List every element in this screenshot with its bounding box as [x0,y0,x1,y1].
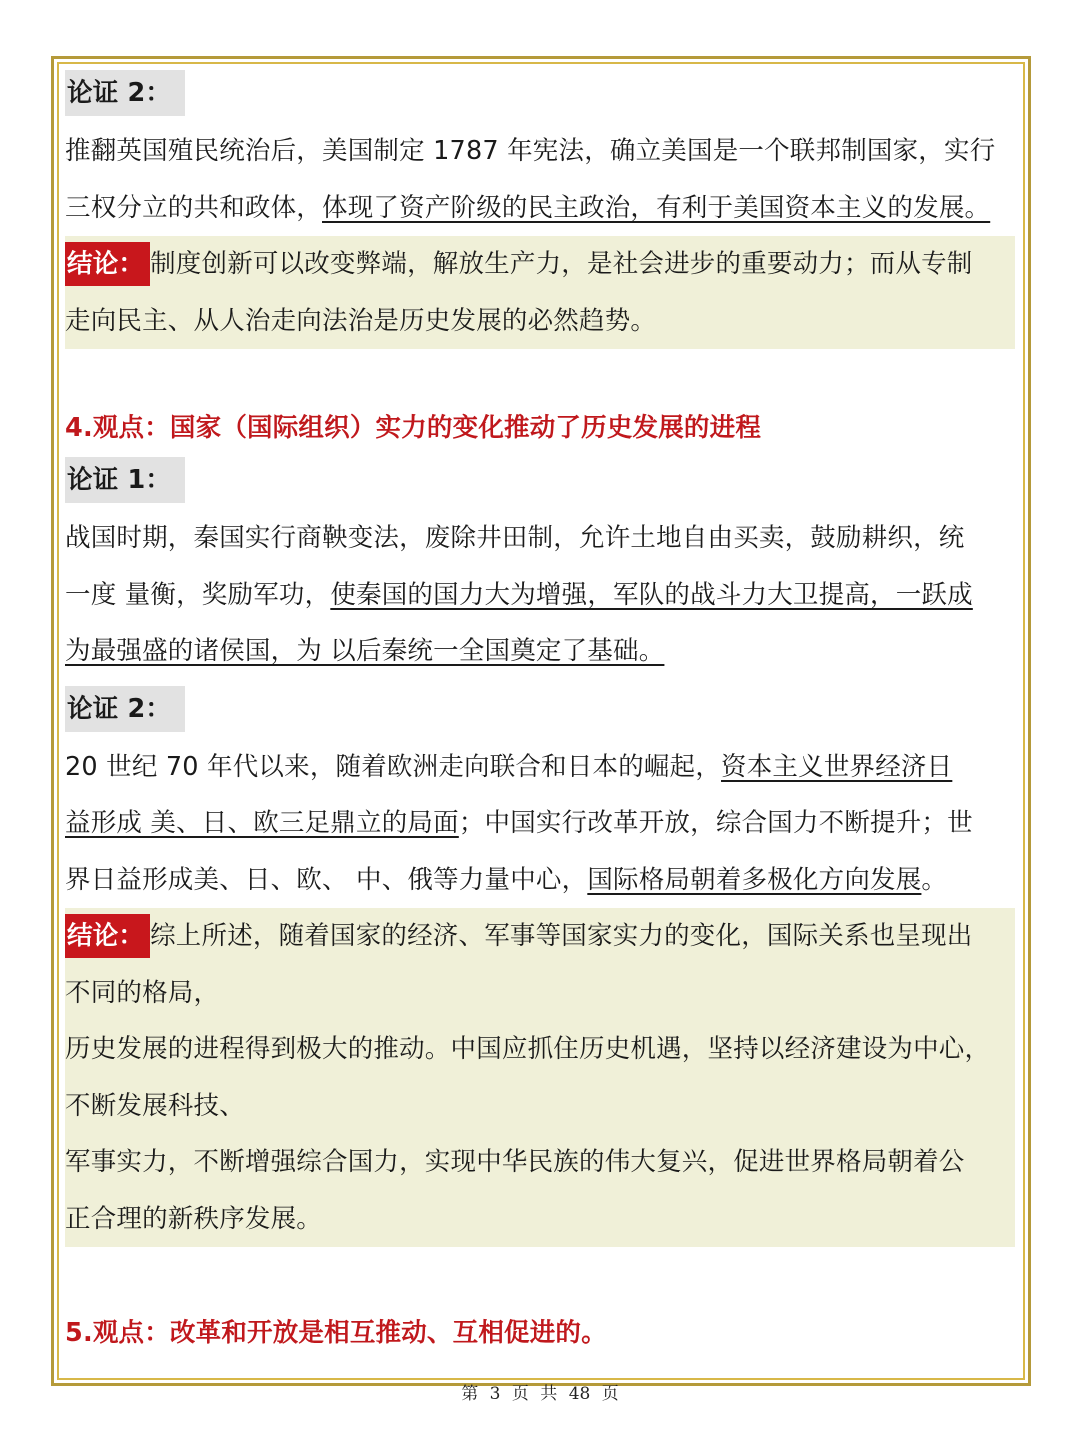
page-content [65,70,1015,1358]
conclusion-label: 结论： [65,242,150,286]
conclusion-text: 制度创新可以改变弊端，解放生产力，是社会进步的重要动力；而从专制 [150,249,973,279]
argument-label-row [65,686,1015,734]
argument-text-line [65,623,1015,680]
argument-2-label: 论证 2： [65,70,185,116]
underlined-key-point: 为最强盛的诸侯国，为 以后秦统一全国奠定了基础。 [65,636,665,666]
conclusion-line: 历史发展的进程得到极大的推动。中国应抓住历史机遇，坚持以经济建设为中心， [65,1034,991,1064]
conclusion-text: 综上所述，随着国家的经济、军事等国家实力的变化，国际关系也呈现出 [150,921,973,951]
conclusion-line: 军事实力，不断增强综合国力，实现中华民族的伟大复兴，促进世界格局朝着公 [65,1147,965,1177]
argument-text-line: 推翻英国殖民统治后，美国制定 1787 年宪法，确立美国是一个联邦制国家，实行 [65,136,996,166]
argument-text-line [65,567,1015,624]
conclusion-line: 正合理的新秩序发展。 [65,1203,323,1234]
underlined-key-point: 益形成 美、日、欧三足鼎立的局面 [65,808,459,838]
conclusion-line [65,236,1015,293]
conclusion-block [65,908,1015,1247]
conclusion-line: 不断发展科技、 [65,1090,245,1121]
underlined-key-point: 体现了资产阶级的民主政治，有利于美国资本主义的发展。 [322,192,991,223]
argument-text: 一度 量衡，奖励军功， [65,579,331,610]
conclusion-label: 结论： [65,914,150,958]
argument-1-label: 论证 1： [65,457,185,503]
argument-text: ；中国实行改革开放，综合国力不断提升；世 [458,808,973,838]
argument-label-row [65,70,1015,118]
argument-2-label: 论证 2： [65,686,185,732]
argument-text-line [65,180,1015,237]
argument-text: 20 世纪 70 年代以来，随着欧洲走向联合和日本的崛起， [65,751,722,782]
conclusion-line [65,908,1015,965]
argument-text-line [65,795,1015,852]
argument-text: 界日益形成美、日、欧、 中、俄等力量中心， [65,864,588,895]
argument-text-line [65,852,1015,909]
conclusion-line: 不同的格局， [65,977,220,1008]
argument-text: 。 [921,864,948,895]
section-heading: 4.观点：国家（国际组织）实力的变化推动了历史发展的进程 [65,413,762,443]
argument-label-row [65,457,1015,505]
underlined-key-point: 使秦国的国力大为增强，军队的战斗力大卫提高，一跃成 [330,579,973,610]
argument-text-line: 战国时期，秦国实行商鞅变法，废除井田制，允许土地自由买卖，鼓励耕织，统 [65,523,965,553]
conclusion-line: 走向民主、从人治走向法治是历史发展的必然趋势。 [65,305,657,336]
page-number-footer: 第 3 页 共 48 页 [461,1384,619,1404]
argument-text: 三权分立的共和政体， [65,192,323,223]
section-heading: 5.观点：改革和开放是相互推动、互相促进的。 [65,1318,607,1348]
underlined-key-point: 资本主义世界经济日 [721,751,953,782]
argument-text-line [65,739,1015,796]
underlined-key-point: 国际格局朝着多极化方向发展 [587,864,922,895]
conclusion-block [65,236,1015,349]
